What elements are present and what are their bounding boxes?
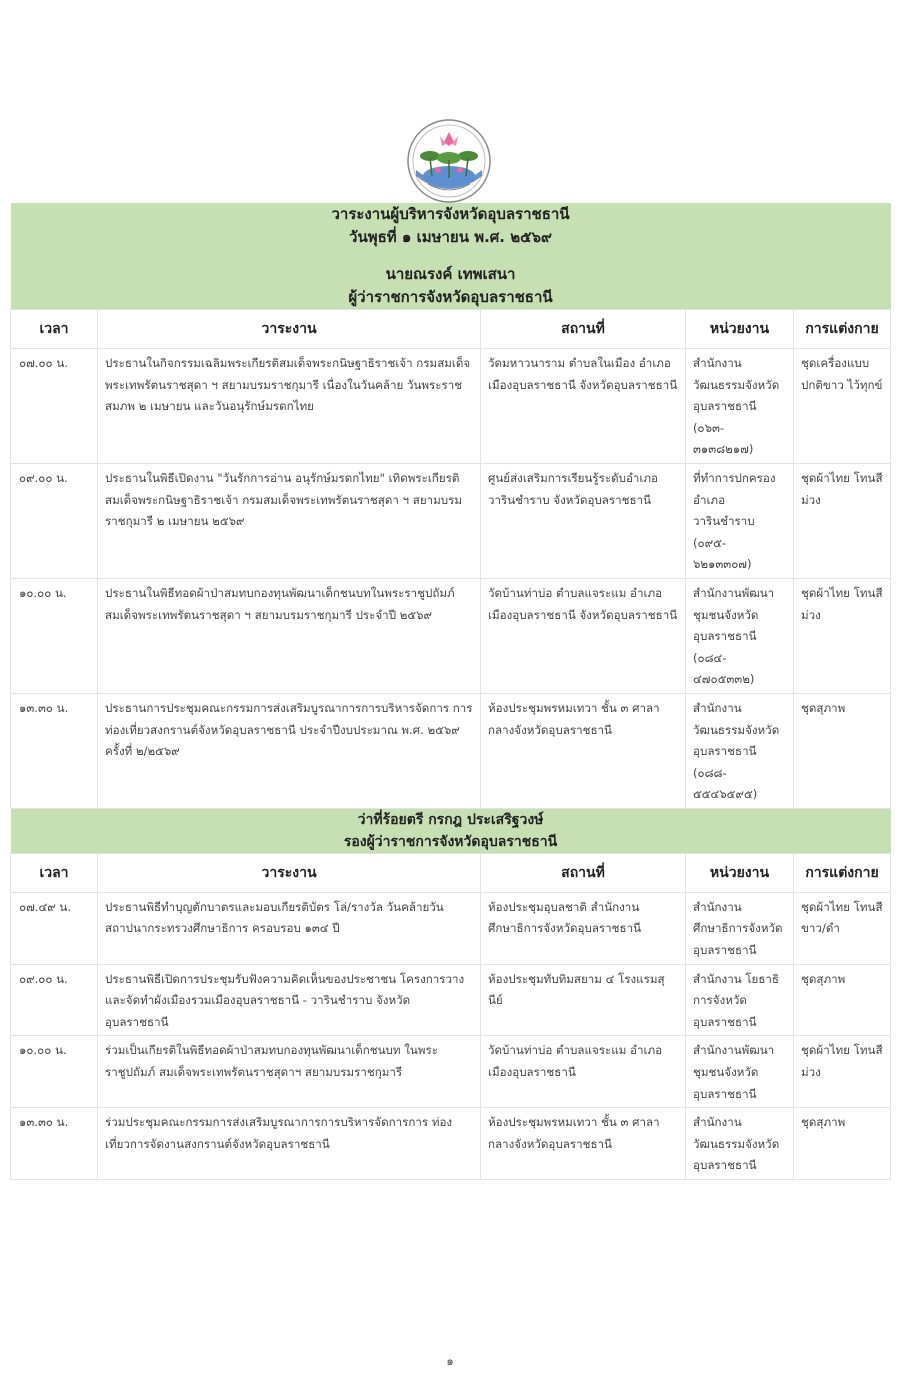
row-agenda: ประธานในกิจกรรมเฉลิมพระเกียรติสมเด็จพระกนิษฐาธิราชเจ้า กรมสมเด็จพระเทพรัตนราชสุดา ฯ สยามบรมราชกุมารี เนื่องในวันคล้าย วันพระราชสมภพ ๒ เมษายน และวันอนุรักษ์มรดกไทย: [98, 349, 481, 464]
table-row: [11, 1036, 891, 1108]
document-title: วาระงานผู้บริหารจังหวัดอุบลราชธานี: [331, 205, 570, 223]
table-row: [11, 1108, 891, 1180]
row-agency: สำนักงาน วัฒนธรรมจังหวัด อุบลราชธานี: [686, 1108, 794, 1180]
column-header-agency: หน่วยงาน: [686, 310, 794, 349]
row-agency: สำนักงาน โยธาธิการจังหวัด อุบลราชธานี: [686, 964, 794, 1036]
section-2-person-name: ว่าที่ร้อยตรี กรกฎ ประเสริฐวงษ์: [357, 811, 544, 828]
column-header-row: [11, 853, 891, 892]
row-location: วัดบ้านท่าบ่อ ตำบลแจระแม อำเภอเมืองอุบลราชธานี: [481, 1036, 686, 1108]
agency-phone: (๐๘๔- ๔๗๐๕๓๓๒): [693, 650, 755, 687]
section-2-header-banner: [11, 808, 891, 853]
province-seal-logo: [406, 118, 492, 204]
agency-name: สำนักงาน วัฒนธรรมจังหวัด อุบลราชธานี: [693, 356, 780, 414]
table-row: [11, 578, 891, 693]
page-number: ๑: [446, 1354, 454, 1368]
row-dress: ชุดผ้าไทย โทนสีม่วง: [794, 1036, 891, 1108]
row-agency: [686, 349, 794, 464]
row-dress: ชุดผ้าไทย โทนสีขาว/ดำ: [794, 892, 891, 964]
table-row: [11, 892, 891, 964]
row-time: ๑๐.๐๐ น.: [11, 1036, 98, 1108]
row-time: ๐๗.๐๐ น.: [11, 349, 98, 464]
table-row: [11, 349, 891, 464]
row-agency: สำนักงาน ศึกษาธิการจังหวัด อุบลราชธานี: [686, 892, 794, 964]
row-location: ศูนย์ส่งเสริมการเรียนรู้ระดับอำเภอ วารินชำราบ จังหวัดอุบลราชธานี: [481, 463, 686, 578]
row-agenda: ประธานการประชุมคณะกรรมการส่งเสริมบูรณาการการบริหารจัดการ การท่องเที่ยวสงกรานต์จังหวัดอุบลราชธานี ประจำปีงบประมาณ พ.ศ. ๒๕๖๙ ครั้งที่ ๒/๒๕๖๙: [98, 693, 481, 808]
table-row: [11, 964, 891, 1036]
row-agenda: ประธานพิธีทำบุญตักบาตรและมอบเกียรติบัตร โล่/รางวัล วันคล้ายวัน สถาปนากระทรวงศึกษาธิการ ครอบรอบ ๑๓๔ ปี: [98, 892, 481, 964]
agency-name: สำนักงาน วัฒนธรรมจังหวัด อุบลราชธานี: [693, 700, 780, 759]
row-agenda: ร่วมเป็นเกียรติในพิธีทอดผ้าป่าสมทบกองทุนพัฒนาเด็กชนบท ในพระราชูปถัมภ์ สมเด็จพระเทพรัตนราชสุดาฯ สยามบรมราชกุมารี: [98, 1036, 481, 1108]
row-time: ๑๓.๓๐ น.: [11, 693, 98, 808]
row-agenda: ประธานพิธีเปิดการประชุมรับฟังความคิดเห็นของประชาชน โครงการวาง และจัดทำผังเมืองรวมเมืองอุบลราชธานี - วารินชำราบ จังหวัด อุบลราชธานี: [98, 964, 481, 1036]
section-2-person-position: รองผู้ว่าราชการจังหวัดอุบลราชธานี: [343, 833, 558, 850]
row-time: ๐๙.๐๐ น.: [11, 964, 98, 1036]
column-header-location: สถานที่: [481, 853, 686, 892]
row-dress: ชุดสุภาพ: [794, 964, 891, 1036]
executive-schedule-table: [10, 203, 891, 1180]
column-header-agency: หน่วยงาน: [686, 853, 794, 892]
section-1-person-name: นายณรงค์ เทพเสนา: [385, 265, 516, 283]
section-1-person-position: ผู้ว่าราชการจังหวัดอุบลราชธานี: [348, 288, 553, 306]
column-header-time: เวลา: [11, 853, 98, 892]
agency-name: ที่ทำการปกครอง อำเภอ วารินชำราบ: [693, 470, 776, 529]
row-location: วัดบ้านท่าบ่อ ตำบลแจระแม อำเภอเมืองอุบลราชธานี จังหวัดอุบลราชธานี: [481, 578, 686, 693]
document-header-banner: [11, 203, 891, 310]
row-agency: [686, 693, 794, 808]
row-dress: ชุดเครื่องแบบ ปกติขาว ไว้ทุกข์: [794, 349, 891, 464]
column-header-row: [11, 310, 891, 349]
column-header-dress: การแต่งกาย: [794, 310, 891, 349]
row-agenda: ร่วมประชุมคณะกรรมการส่งเสริมบูรณาการการบริหารจัดการการ ท่องเที่ยวการจัดงานสงกรานต์จังหวัดอุบลราชธานี: [98, 1108, 481, 1180]
table-row: [11, 693, 891, 808]
agency-phone: (๐๙๕- ๖๒๑๓๓๐๗): [693, 535, 752, 572]
column-header-time: เวลา: [11, 310, 98, 349]
lotus-seal-icon: [406, 118, 492, 204]
row-time: ๑๐.๐๐ น.: [11, 578, 98, 693]
row-agency: สำนักงานพัฒนา ชุมชนจังหวัด อุบลราชธานี: [686, 1036, 794, 1108]
column-header-agenda: วาระงาน: [98, 853, 481, 892]
row-agency: [686, 578, 794, 693]
document-date: วันพุธที่ ๑ เมษายน พ.ศ. ๒๕๖๙: [349, 228, 552, 246]
column-header-agenda: วาระงาน: [98, 310, 481, 349]
row-dress: ชุดสุภาพ: [794, 1108, 891, 1180]
row-location: ห้องประชุมพรหมเทวา ชั้น ๓ ศาลากลางจังหวัดอุบลราชธานี: [481, 1108, 686, 1180]
row-agenda: ประธานในพิธีทอดผ้าป่าสมทบกองทุนพัฒนาเด็กชนบทในพระราชูปถัมภ์ สมเด็จพระเทพรัตนราชสุดา ฯ สยามบรมราชกุมารี ประจำปี ๒๕๖๙: [98, 578, 481, 693]
agency-phone: (๐๘๘- ๕๕๔๖๕๙๕): [693, 765, 758, 802]
row-location: วัดมหาวนาราม ตำบลในเมือง อำเภอเมืองอุบลราชธานี จังหวัดอุบลราชธานี: [481, 349, 686, 464]
row-time: ๐๙.๐๐ น.: [11, 463, 98, 578]
column-header-dress: การแต่งกาย: [794, 853, 891, 892]
row-agency: [686, 463, 794, 578]
table-row: [11, 463, 891, 578]
row-dress: ชุดผ้าไทย โทนสีม่วง: [794, 463, 891, 578]
row-time: ๐๗.๔๙ น.: [11, 892, 98, 964]
row-location: ห้องประชุมทับทิมสยาม ๔ โรงแรมสุนีย์: [481, 964, 686, 1036]
row-agenda: ประธานในพิธีเปิดงาน "วันรักการอ่าน อนุรักษ์มรดกไทย" เทิดพระเกียรติ สมเด็จพระกนิษฐาธิราชเจ้า กรมสมเด็จพระเทพรัตนราชสุดา ฯ สยามบรมราชกุมารี ๒ เมษายน ๒๕๖๙: [98, 463, 481, 578]
row-dress: ชุดสุภาพ: [794, 693, 891, 808]
row-time: ๑๓.๓๐ น.: [11, 1108, 98, 1180]
agency-name: สำนักงานพัฒนา ชุมชนจังหวัด อุบลราชธานี: [693, 585, 775, 644]
row-location: ห้องประชุมอุบลชาติ สำนักงาน ศึกษาธิการจังหวัดอุบลราชธานี: [481, 892, 686, 964]
row-dress: ชุดผ้าไทย โทนสีม่วง: [794, 578, 891, 693]
row-location: ห้องประชุมพรหมเทวา ชั้น ๓ ศาลากลางจังหวัดอุบลราชธานี: [481, 693, 686, 808]
agency-phone: (๐๖๓- ๓๑๓๘๒๑๗): [693, 420, 754, 457]
column-header-location: สถานที่: [481, 310, 686, 349]
